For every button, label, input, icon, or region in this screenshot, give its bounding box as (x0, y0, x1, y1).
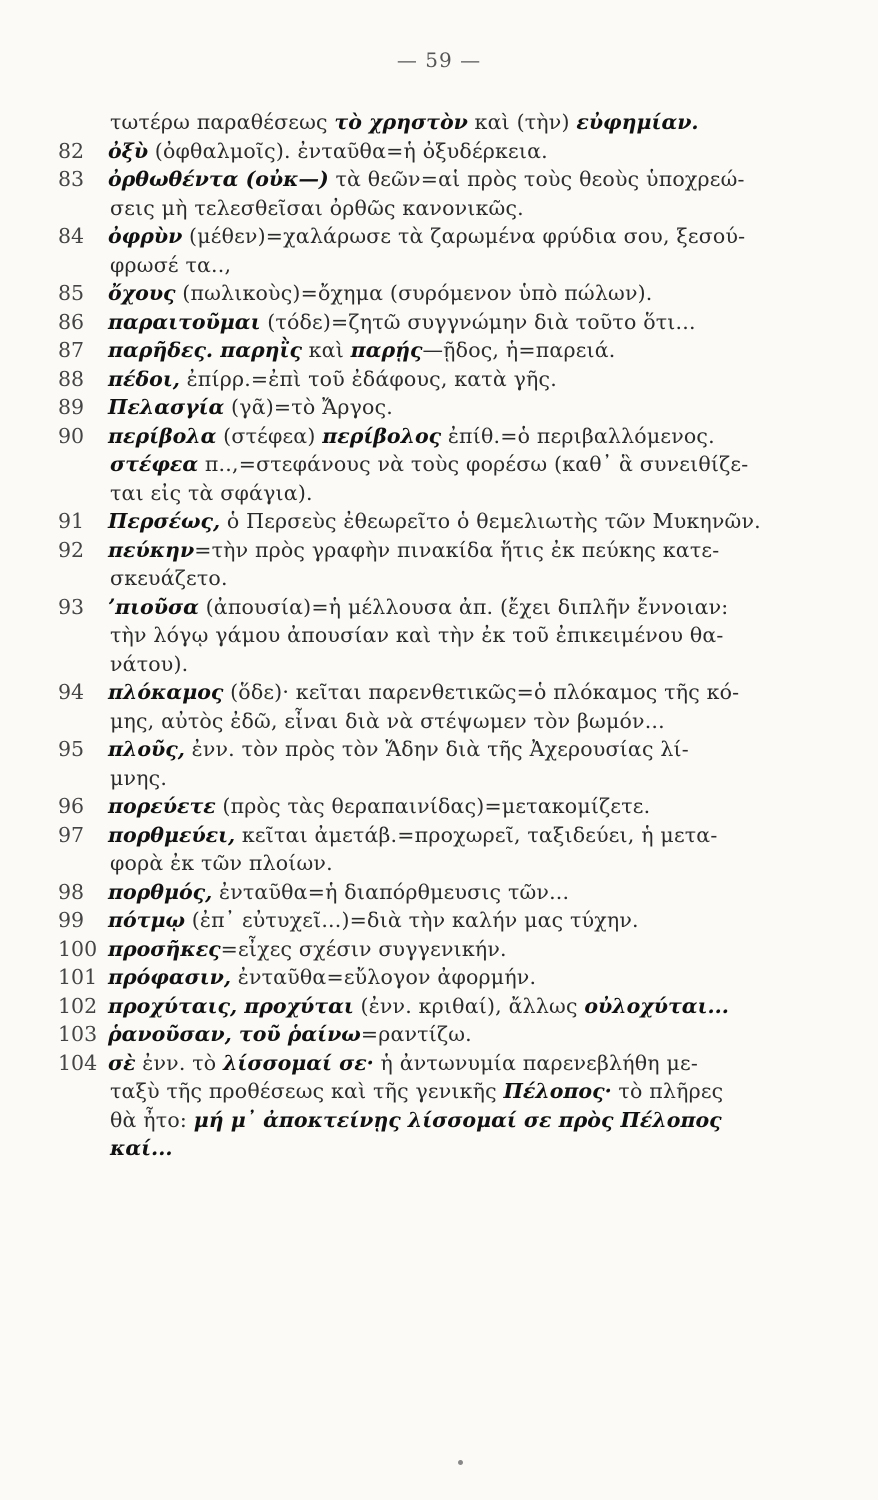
headword-text: ὀρθωθέντα (οὐκ—) (108, 167, 329, 191)
entry-continuation-line (58, 1106, 803, 1135)
gloss-text: σεις μὴ τελεσθεῖσαι ὀρθῶς κανονικῶς. (110, 195, 524, 220)
entry-number: 85 (58, 281, 85, 305)
entry-number: 94 (58, 680, 85, 704)
gloss-text: (ἐπ᾽ εὐτυχεῖ...)=διὰ τὴν καλήν μας τύχην. (185, 908, 639, 932)
glossary-entry-line (58, 222, 803, 251)
gloss-text: ται εἰς τὰ σφάγια). (110, 480, 313, 505)
entry-continuation-line (58, 621, 803, 650)
gloss-text: καὶ (τὴν) (467, 110, 577, 134)
glossary-entry-line (58, 137, 803, 166)
entry-number: 98 (58, 879, 85, 904)
headword-text: παρῄς (350, 338, 423, 362)
glossary-body (58, 108, 803, 1163)
gloss-text: (ὀφθαλμοῖς). ἐνταῦθα=ἡ ὀξυδέρκεια. (148, 138, 548, 163)
gloss-text: (τόδε)=ζητῶ συγγνώμην διὰ τοῦτο ὅτι... (260, 309, 696, 334)
gloss-text: (πωλικοὺς)=ὄχημα (συρόμενον ὑπὸ πώλων). (175, 281, 653, 305)
gloss-text: ταξὺ τῆς προθέσεως καὶ τῆς γενικῆς (110, 1079, 504, 1103)
headword-text: προσῆκες (108, 936, 221, 961)
glossary-entry-line (58, 308, 803, 337)
headword-text: ὄχους (108, 281, 176, 305)
glossary-entry-line (58, 678, 803, 707)
glossary-entry-line (58, 507, 803, 536)
entry-number: 97 (58, 822, 85, 847)
printer-dot (458, 1460, 463, 1465)
gloss-text: (ἐνν. κριθαί), ἄλλως (353, 993, 585, 1018)
entry-continuation-line (58, 479, 803, 508)
gloss-text: ἐπίρρ.=ἐπὶ τοῦ ἐδάφους, κατὰ γῆς. (179, 366, 557, 391)
gloss-text: ἐνταῦθα=ἡ διαπόρθμευσις τῶν... (212, 879, 570, 904)
gloss-text: τὰ θεῶν=αἱ πρὸς τοὺς θεοὺς ὑποχρεώ- (328, 167, 745, 191)
headword-text: ʼπιοῦσα (108, 594, 199, 619)
glossary-entry-line (58, 279, 803, 308)
entry-number: 84 (58, 224, 85, 248)
entry-number: 100 (58, 936, 98, 961)
glossary-entry-line (58, 422, 803, 451)
gloss-text: =ραντίζω. (360, 1022, 472, 1046)
entry-number: 90 (58, 423, 85, 448)
gloss-text: (ἀπουσία)=ἡ μέλλουσα ἀπ. (ἔχει διπλῆν ἔννοιαν: (198, 594, 729, 619)
headword-text: ὀξὺ (108, 138, 149, 163)
headword-text: ὀφρὺν (108, 224, 183, 248)
entry-number: 101 (58, 965, 98, 989)
headword-text: πρόφασιν, (108, 965, 232, 989)
gloss-text: ἐνν. τὸν πρὸς τὸν Ἅδην διὰ τῆς Ἀχερουσίας λί- (184, 737, 689, 761)
headword-text: τὸ χρηστὸν (334, 110, 468, 134)
headword-text: μή μ᾽ ἀποκτείνῃς λίσσομαί σε πρὸς Πέλοπος (193, 1107, 722, 1132)
headword-text: οὐλοχύται... (584, 993, 729, 1018)
gloss-text: φορὰ ἐκ τῶν πλοίων. (110, 851, 333, 875)
gloss-text: καὶ (301, 338, 351, 362)
glossary-entry-line (58, 336, 803, 365)
glossary-entry-line (58, 735, 803, 764)
entry-number: 104 (58, 1050, 98, 1075)
entry-number: 87 (58, 338, 85, 362)
gloss-text: (στέφεα) (216, 423, 323, 448)
headword-text: πλοῦς, (108, 737, 185, 761)
gloss-text: ἡ ἀντωνυμία παρενεβλήθη με- (373, 1050, 698, 1075)
glossary-entry-line (58, 393, 803, 422)
page-number: — 59 — (396, 48, 482, 72)
glossary-entry-line (58, 792, 803, 821)
gloss-text: =τὴν πρὸς γραφὴν πινακίδα ἥτις ἐκ πεύκης κατε- (194, 537, 720, 562)
gloss-text: σκευάζετο. (110, 566, 228, 590)
entry-continuation-line (58, 849, 803, 878)
gloss-text: =εἶχες σχέσιν συγγενικήν. (220, 936, 507, 961)
entry-number: 86 (58, 309, 85, 334)
headword-text: καί... (110, 1136, 173, 1160)
gloss-text: ἐνταῦθα=εὔλογον ἀφορμήν. (231, 965, 537, 989)
headword-text: περίβολα (108, 423, 217, 448)
gloss-text: τὸ πλῆρες (611, 1079, 724, 1103)
headword-text: σὲ (108, 1050, 136, 1075)
entry-number: 93 (58, 594, 85, 619)
gloss-text: τὴν λόγῳ γάμου ἀπουσίαν καὶ τὴν ἐκ τοῦ ἐπικειμένου θα- (110, 623, 724, 647)
headword-text: περίβολος (322, 423, 442, 448)
headword-text: πέδοι, (108, 366, 180, 391)
gloss-text: (ὅδε)· κεῖται παρενθετικῶς=ὁ πλόκαμος τῆς κό- (223, 680, 740, 704)
headword-text: παρῆδες. παρηῒς (108, 338, 302, 362)
glossary-entry-line (58, 165, 803, 194)
glossary-entry-line (58, 878, 803, 907)
entry-continuation-line (58, 194, 803, 223)
glossary-entry-line (58, 365, 803, 394)
gloss-text: (πρὸς τὰς θεραπαινίδας)=μετακομίζετε. (215, 794, 651, 818)
headword-text: παραιτοῦμαι (108, 309, 261, 334)
glossary-entry-line (58, 536, 803, 565)
headword-text: προχύταις, προχύται (108, 993, 354, 1018)
gloss-text: τωτέρω παραθέσεως (110, 110, 335, 134)
glossary-entry-line (58, 821, 803, 850)
entry-continuation-line (58, 108, 803, 137)
glossary-entry-line (58, 992, 803, 1021)
entry-number: 82 (58, 138, 85, 163)
glossary-entry-line (58, 1020, 803, 1049)
gloss-text: νάτου). (110, 651, 189, 676)
headword-text: στέφεα (110, 452, 199, 476)
headword-text: πορεύετε (108, 794, 216, 818)
entry-number: 89 (58, 395, 85, 419)
entry-number: 103 (58, 1022, 98, 1046)
gloss-text: θὰ ἦτο: (110, 1107, 194, 1132)
gloss-text: φρωσέ τα.., (110, 252, 232, 277)
entry-continuation-line (58, 1077, 803, 1106)
entry-number: 102 (58, 993, 98, 1018)
entry-continuation-line (58, 764, 803, 793)
entry-number: 99 (58, 908, 85, 932)
headword-text: Πέλοπος· (503, 1079, 612, 1103)
glossary-entry-line (58, 935, 803, 964)
gloss-text: —ῇδος, ἡ=παρειά. (422, 338, 616, 362)
gloss-text: ἐνν. τὸ (135, 1050, 224, 1075)
glossary-entry-line (58, 963, 803, 992)
gloss-text: κεῖται ἀμετάβ.=προχωρεῖ, ταξιδεύει, ἡ μετα- (235, 822, 718, 847)
entry-number: 91 (58, 509, 85, 533)
glossary-entry-line (58, 906, 803, 935)
headword-text: πεύκην (108, 537, 195, 562)
headword-text: Περσέως, (108, 509, 221, 533)
headword-text: Πελασγία (108, 395, 225, 419)
glossary-entry-line (58, 593, 803, 622)
entry-continuation-line (58, 650, 803, 679)
gloss-text: π..,=στεφάνους νὰ τοὺς φορέσω (καθ᾽ ἃ συνειθίζε- (198, 452, 749, 476)
entry-number: 96 (58, 794, 85, 818)
entry-number: 95 (58, 737, 85, 761)
gloss-text: μνης. (110, 765, 168, 790)
entry-number: 83 (58, 167, 85, 191)
gloss-text: (γᾶ)=τὸ Ἄργος. (224, 395, 393, 419)
headword-text: πότμῳ (108, 908, 185, 932)
entry-continuation-line (58, 564, 803, 593)
headword-text: εὐφημίαν. (576, 110, 699, 134)
entry-continuation-line (58, 1134, 803, 1163)
gloss-text: μης, αὐτὸς ἐδῶ, εἶναι διὰ νὰ στέψωμεν τὸν βωμόν... (110, 708, 665, 733)
gloss-text: ὁ Περσεὺς ἐθεωρεῖτο ὁ θεμελιωτὴς τῶν Μυκηνῶν. (220, 509, 761, 533)
entry-number: 92 (58, 537, 85, 562)
entry-continuation-line (58, 450, 803, 479)
headword-text: λίσσομαί σε· (223, 1050, 374, 1075)
entry-continuation-line (58, 251, 803, 280)
headword-text: πλόκαμος (108, 680, 224, 704)
headword-text: πορθμεύει, (108, 822, 236, 847)
gloss-text: ἐπίθ.=ὁ περιβαλλόμενος. (441, 423, 715, 448)
headword-text: ῥανοῦσαν, τοῦ ῥαίνω (108, 1022, 361, 1046)
glossary-entry-line (58, 1049, 803, 1078)
entry-number: 88 (58, 366, 85, 391)
gloss-text: (μέθεν)=χαλάρωσε τὰ ζαρωμένα φρύδια σου, ξεσού- (182, 224, 746, 248)
entry-continuation-line (58, 707, 803, 736)
headword-text: πορθμός, (108, 879, 213, 904)
